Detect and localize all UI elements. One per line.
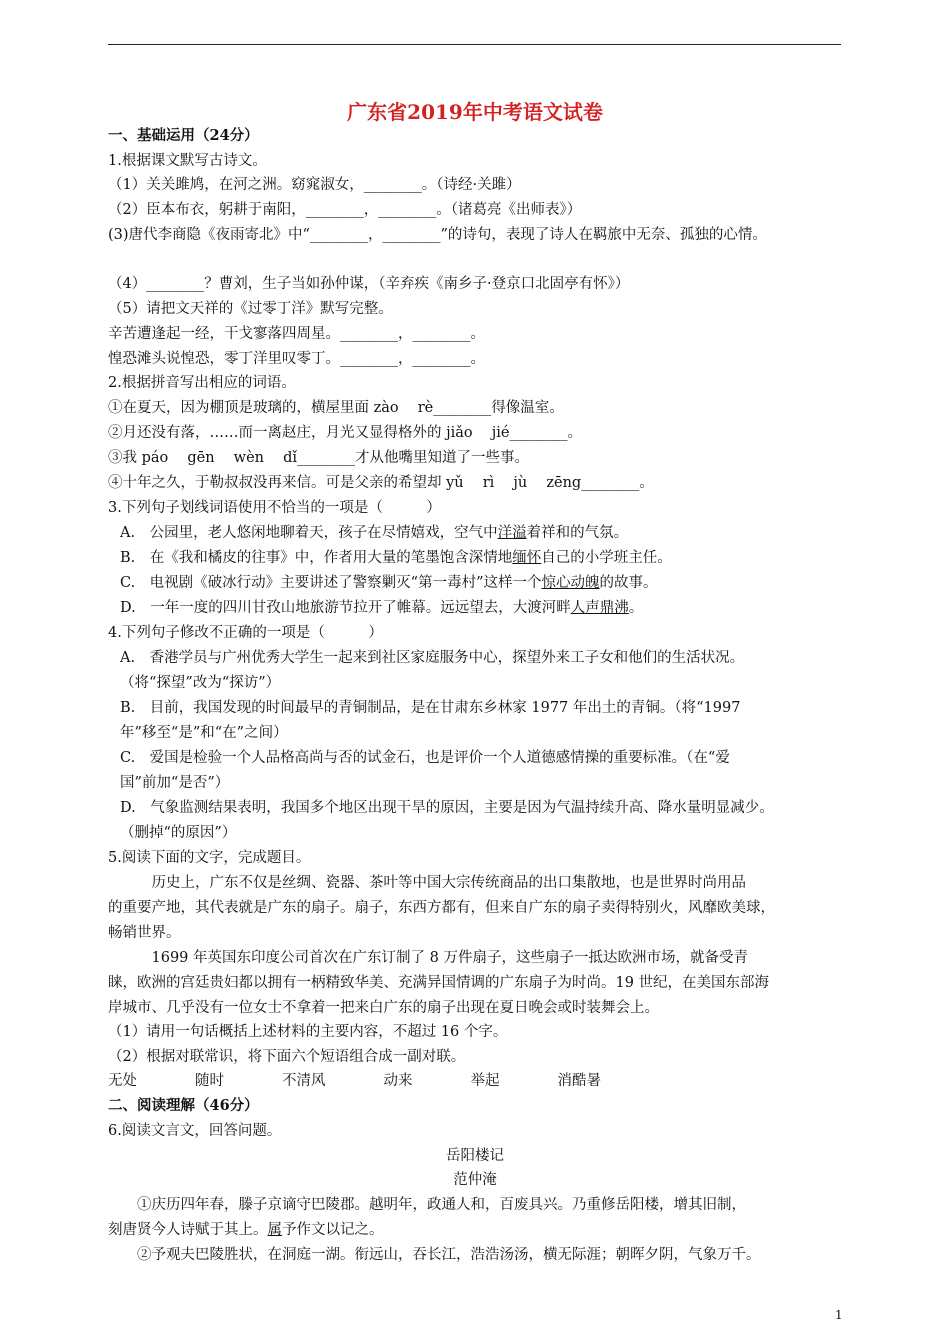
option-text: B. 在《我和橘皮的往事》中，作者用大量的笔墨饱含深情地 bbox=[120, 550, 513, 566]
q1-line: （1）关关雎鸠，在河之洲。窈窕淑女，________。（诗经·关雎） bbox=[108, 177, 521, 193]
q3-option-b bbox=[120, 547, 860, 569]
q2-line: ①在夏天，因为棚顶是玻璃的，横屋里面 zào rè________得像温室。 bbox=[108, 400, 564, 416]
option-text: C. 电视剧《破冰行动》主要讲述了警察剿灭“第一毒村”这样一个 bbox=[120, 575, 542, 591]
q4-option-b-note: 年”移至“是”和“在”之间） bbox=[120, 725, 288, 741]
section-heading-2: 二、阅读理解（46分） bbox=[108, 1097, 259, 1114]
passage-title: 岳阳楼记 bbox=[446, 1148, 504, 1164]
q4-option-d: D. 气象监测结果表明，我国多个地区出现干旱的原因，主要是因为气温持续升高、降水量明显减少。 bbox=[120, 800, 774, 816]
header-rule bbox=[108, 44, 841, 45]
q5-paragraph-line: 岸城市、几乎没有一位女士不拿着一把来白广东的扇子出现在夏日晚会或时装舞会上。 bbox=[108, 1000, 659, 1016]
q5-paragraph-line: 1699 年英国东印度公司首次在广东订制了 8 万件扇子，这些扇子一抵达欧洲市场，就备受青 bbox=[108, 950, 748, 966]
q5-paragraph-line: 历史上，广东不仅是丝绸、瓷器、茶叶等中国大宗传统商品的出口集散地，也是世界时尚用品 bbox=[108, 875, 746, 891]
q4-option-a-note: （将“探望”改为“探访”） bbox=[120, 675, 281, 691]
passage-text: 予作文以记之。 bbox=[282, 1222, 384, 1238]
q1-line: 惶恐滩头说惶恐，零丁洋里叹零丁。________，________。 bbox=[108, 351, 485, 367]
q3-option-a bbox=[120, 522, 860, 544]
page-number: 1 bbox=[835, 1308, 843, 1322]
q1-line: 辛苦遭逢起一经，干戈寥落四周星。________，________。 bbox=[108, 326, 485, 342]
q4-option-d-note: （删掉“的原因”） bbox=[120, 825, 237, 841]
passage-author: 范仲淹 bbox=[453, 1172, 497, 1188]
option-text: 自己的小学班主任。 bbox=[541, 550, 672, 566]
q5-stem: 5.阅读下面的文字，完成题目。 bbox=[108, 850, 311, 866]
underlined-word: 属 bbox=[267, 1222, 282, 1238]
q3-option-c bbox=[120, 572, 860, 594]
q4-option-c: C. 爱国是检验一个人品格高尚与否的试金石，也是评价一个人道德感情操的重要标准。（在“爱 bbox=[120, 750, 730, 766]
q1-line: （2）臣本布衣，躬耕于南阳，________，________。（诸葛亮《出师表》） bbox=[108, 202, 582, 218]
passage-line bbox=[108, 1219, 848, 1241]
q6-stem: 6.阅读文言文，回答问题。 bbox=[108, 1123, 282, 1139]
underlined-word: 人声鼎沸 bbox=[570, 600, 629, 616]
option-text: 。 bbox=[628, 600, 644, 616]
passage-line: ①庆历四年春，滕子京谪守巴陵郡。越明年，政通人和，百废具兴。乃重修岳阳楼，增其旧制， bbox=[108, 1197, 746, 1213]
option-text: A. 公园里，老人悠闲地聊着天，孩子在尽情嬉戏，空气中 bbox=[120, 525, 498, 541]
q3-stem: 3.下列句子划线词语使用不恰当的一项是（ ） bbox=[108, 500, 441, 516]
q5-paragraph-line: 睐，欧洲的宫廷贵妇都以拥有一柄精致华美、充满异国情调的广东扇子为时尚。19 世纪，在美国东部海 bbox=[108, 975, 770, 991]
exam-title: 广东省2019年中考语文试卷 bbox=[347, 100, 603, 124]
underlined-word: 惊心动魄 bbox=[541, 575, 600, 591]
q1-stem: 1.根据课文默写古诗文。 bbox=[108, 153, 267, 169]
section-heading-1: 一、基础运用（24分） bbox=[108, 127, 259, 144]
q4-option-b: B. 目前，我国发现的时间最早的青铜制品，是在甘肃东乡林家 1977 年出土的青铜。（将“1997 bbox=[120, 700, 741, 716]
underlined-word: 洋溢 bbox=[497, 525, 527, 541]
q4-option-a: A. 香港学员与广州优秀大学生一起来到社区家庭服务中心，探望外来工子女和他们的生活状况。 bbox=[120, 650, 745, 666]
q2-line: ④十年之久，于勒叔叔没再来信。可是父亲的希望却 yǔ rì jù zēng________。 bbox=[108, 475, 654, 491]
q2-line: ③我 páo gēn wèn dǐ________才从他嘴里知道了一些事。 bbox=[108, 450, 530, 466]
passage-text: 刻唐贤今人诗赋于其上。 bbox=[108, 1222, 268, 1238]
underlined-word: 缅怀 bbox=[512, 550, 542, 566]
q5-phrase-list: 无处 随时 不清风 动来 举起 消酷暑 bbox=[108, 1073, 601, 1089]
q5-subquestion: （1）请用一句话概括上述材料的主要内容，不超过 16 个字。 bbox=[108, 1024, 508, 1040]
q1-line: (3)唐代李商隐《夜雨寄北》中“________，________”的诗句，表现了诗人在羁旅中无奈、孤独的心情。 bbox=[108, 227, 767, 243]
q3-option-d bbox=[120, 597, 860, 619]
q2-line: ②月还没有落，……而一离赵庄，月光又显得格外的 jiǎo jié________。 bbox=[108, 425, 582, 441]
passage-line: ②予观夫巴陵胜状，在洞庭一湖。衔远山，吞长江，浩浩汤汤，横无际涯；朝晖夕阴，气象万千。 bbox=[108, 1247, 761, 1263]
q2-stem: 2.根据拼音写出相应的词语。 bbox=[108, 375, 296, 391]
q5-subquestion: （2）根据对联常识，将下面六个短语组合成一副对联。 bbox=[108, 1049, 466, 1065]
q1-line: （5）请把文天祥的《过零丁洋》默写完整。 bbox=[108, 301, 393, 317]
option-text: 的故事。 bbox=[599, 575, 658, 591]
option-text: D. 一年一度的四川甘孜山地旅游节拉开了帷幕。远远望去，大渡河畔 bbox=[120, 600, 571, 616]
q4-stem: 4.下列句子修改不正确的一项是（ ） bbox=[108, 625, 383, 641]
option-text: 着祥和的气氛。 bbox=[526, 525, 629, 541]
q5-paragraph-line: 畅销世界。 bbox=[108, 925, 181, 941]
q1-line: （4）________？曹刘，生子当如孙仲谋，（辛弃疾《南乡子·登京口北固亭有怀》） bbox=[108, 276, 630, 292]
q5-paragraph-line: 的重要产地，其代表就是广东的扇子。扇子，东西方都有，但来自广东的扇子卖得特别火，风靡欧美球， bbox=[108, 900, 775, 916]
q4-option-c-note: 国”前加“是否”） bbox=[120, 775, 230, 791]
